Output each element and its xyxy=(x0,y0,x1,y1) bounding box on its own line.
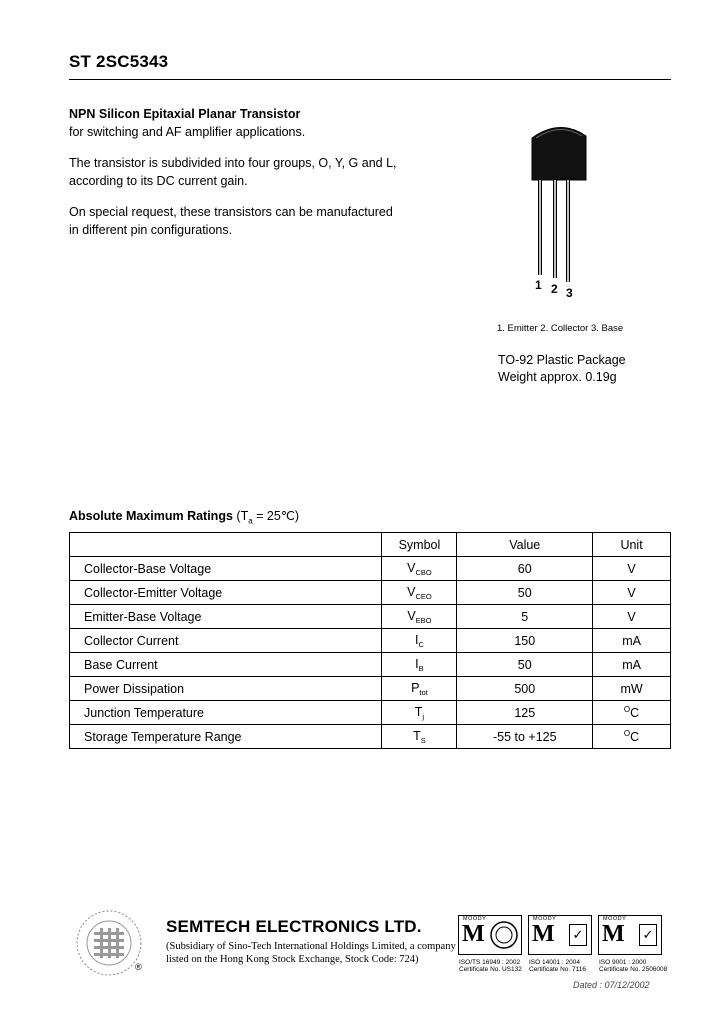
ratings-condition: ($T_a$ = 25℃) xyxy=(236,509,300,526)
semtech-logo-icon xyxy=(74,908,144,978)
pin-configuration: 1. Emitter 2. Collector 3. Base xyxy=(497,323,624,334)
param-cell: Collector-Emitter Voltage xyxy=(70,581,382,605)
symbol-cell: $I_B$ xyxy=(382,653,457,677)
cert-badge-iso14001: MOODY M ✓ ISO 14001 : 2004 Certificate No. 7116 xyxy=(528,915,592,973)
param-cell: Emitter-Base Voltage xyxy=(70,605,382,629)
param-cell: Storage Temperature Range xyxy=(70,725,382,749)
cert-box: MOODY M ✓ xyxy=(598,915,662,955)
pin-label-1: 1 xyxy=(535,278,542,292)
to92-package-icon xyxy=(520,120,600,300)
header-symbol: Symbol xyxy=(382,533,457,557)
table-row xyxy=(70,605,671,629)
unit-cell: mA xyxy=(593,629,671,653)
check-icon: ✓ xyxy=(569,924,587,946)
unit-cell: $^O$C xyxy=(593,725,671,749)
ratings-body xyxy=(70,557,671,749)
unit-cell: V xyxy=(593,581,671,605)
param-cell: Junction Temperature xyxy=(70,701,382,725)
moody-logo-icon: M xyxy=(602,921,625,947)
table-row xyxy=(70,653,671,677)
value-cell: -55 to +125 xyxy=(457,725,593,749)
param-cell: Power Dissipation xyxy=(70,677,382,701)
ratings-title-text: Absolute Maximum Ratings xyxy=(69,509,233,523)
header-unit: Unit xyxy=(593,533,671,557)
symbol-cell: $T_j$ xyxy=(382,701,457,725)
symbol-cell: $T_S$ xyxy=(382,725,457,749)
symbol-cell: $V_{EBO}$ xyxy=(382,605,457,629)
unit-cell: $^O$C xyxy=(593,701,671,725)
pin-label-2: 2 xyxy=(551,282,558,296)
unit-cell: mW xyxy=(593,677,671,701)
pin-label-3: 3 xyxy=(566,286,573,300)
table-row xyxy=(70,629,671,653)
moody-logo-icon: M xyxy=(462,921,485,947)
title-rule xyxy=(69,79,671,80)
table-row xyxy=(70,557,671,581)
package-info xyxy=(498,352,626,386)
symbol-cell: $P_{tot}$ xyxy=(382,677,457,701)
value-cell: 50 xyxy=(457,653,593,677)
dated-stamp: Dated : 07/12/2002 xyxy=(573,980,650,990)
table-header-row xyxy=(70,533,671,557)
document-title: ST 2SC5343 xyxy=(69,52,169,71)
unit-cell: V xyxy=(593,557,671,581)
intro-special-request: On special request, these transistors can be manufactured in different pin configurations. xyxy=(69,205,393,237)
param-cell: Base Current xyxy=(70,653,382,677)
certification-badges xyxy=(458,915,668,973)
table-row xyxy=(70,581,671,605)
company-name: SEMTECH ELECTRONICS LTD. xyxy=(166,917,422,936)
symbol-cell: $I_C$ xyxy=(382,629,457,653)
param-cell: Collector-Base Voltage xyxy=(70,557,382,581)
value-cell: 5 xyxy=(457,605,593,629)
ratings-title xyxy=(69,508,299,526)
table-row xyxy=(70,725,671,749)
unit-cell: V xyxy=(593,605,671,629)
package-type: TO-92 Plastic Package xyxy=(498,353,626,367)
absolute-maximum-ratings-table xyxy=(69,532,671,749)
value-cell: 500 xyxy=(457,677,593,701)
package-weight: Weight approx. 0.19g xyxy=(498,370,617,384)
header-value: Value xyxy=(457,533,593,557)
cert-badge-iso9001: MOODY M ✓ ISO 9001 : 2000 Certificate No. 2506008 xyxy=(599,916,668,973)
moody-logo-icon: M xyxy=(532,921,555,947)
intro-line: for switching and AF amplifier applications. xyxy=(69,125,306,139)
header-parameter xyxy=(70,533,382,557)
company-subsidiary-note: (Subsidiary of Sino-Tech International Holdings Limited, a company listed on the Hong Kong Stock Exchange, Stock Code: 724) xyxy=(166,941,456,965)
registered-mark: ® xyxy=(135,962,142,972)
cert-box: MOODY M ✓ xyxy=(528,915,592,955)
intro-groups: The transistor is subdivided into four groups, O, Y, G and L, according to its DC current gain. xyxy=(69,156,397,188)
value-cell: 50 xyxy=(457,581,593,605)
param-cell: Collector Current xyxy=(70,629,382,653)
cert-badge-ts16949: MOODY M ISO/TS 16949 : 2002 Certificate No. US132 xyxy=(459,916,522,973)
value-cell: 125 xyxy=(457,701,593,725)
intro-section xyxy=(69,105,399,252)
zert-seal-icon xyxy=(489,920,519,950)
table-row xyxy=(70,701,671,725)
value-cell: 60 xyxy=(457,557,593,581)
unit-cell: mA xyxy=(593,653,671,677)
symbol-cell: $V_{CEO}$ xyxy=(382,581,457,605)
value-cell: 150 xyxy=(457,629,593,653)
check-icon: ✓ xyxy=(639,924,657,946)
table-row xyxy=(70,677,671,701)
symbol-cell: $V_{CBO}$ xyxy=(382,557,457,581)
cert-box: MOODY M xyxy=(458,915,522,955)
intro-heading: NPN Silicon Epitaxial Planar Transistor xyxy=(69,107,301,121)
